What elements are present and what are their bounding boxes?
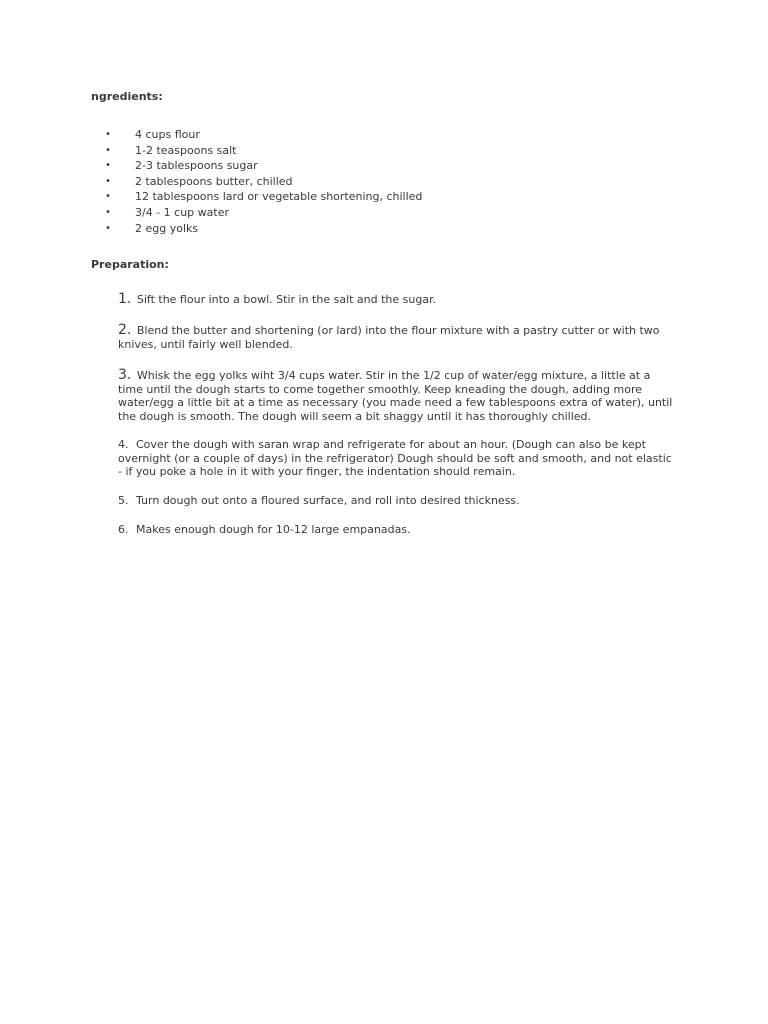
preparation-heading: Preparation:: [91, 258, 169, 271]
step-item: [118, 523, 678, 537]
ingredient-text: 2 egg yolks: [135, 221, 199, 235]
step-number: 2.: [118, 322, 132, 338]
step-item: [118, 324, 678, 351]
ingredient-text: 12 tablespoons lard or vegetable shortening, chilled: [135, 190, 423, 204]
step-item: [118, 438, 678, 479]
step-number: 1.: [118, 291, 132, 307]
bullet-icon: •: [105, 206, 111, 218]
step-item: [118, 293, 678, 307]
ingredient-text: 2 tablespoons butter, chilled: [135, 174, 293, 188]
ingredients-heading: ngredients:: [91, 90, 163, 103]
step-text: Cover the dough with saran wrap and refrigerate for about an hour. (Dough can also be kept overnight (or a couple of days) in the refrigerator) Dough should be soft and smooth, and not elastic - if you poke a hole in it with your finger, the indentation should remain.: [118, 438, 672, 478]
ingredient-text: 1-2 teaspoons salt: [135, 143, 237, 157]
ingredient-text: 2-3 tablespoons sugar: [135, 159, 258, 173]
bullet-icon: •: [105, 175, 111, 187]
step-number: 3.: [118, 367, 132, 383]
step-item: [118, 494, 678, 508]
step-text: Sift the flour into a bowl. Stir in the salt and the sugar.: [136, 293, 437, 306]
bullet-icon: •: [105, 222, 111, 234]
step-text: Makes enough dough for 10-12 large empanadas.: [136, 523, 411, 536]
step-number: 4.: [118, 438, 129, 451]
step-text: Whisk the egg yolks wiht 3/4 cups water. Stir in the 1/2 cup of water/egg mixture, a little at a time until the dough starts to come together smoothly. Keep kneading the dough, adding more water/egg a little bit at a time as necessary (you made need a few tablespoons extra of water), until the dough is smooth. The dough will seem a bit shaggy until it has thoroughly chilled.: [118, 369, 673, 423]
step-number: 6.: [118, 523, 129, 536]
ingredient-text: 4 cups flour: [135, 128, 200, 141]
ingredient-text: 3/4 - 1 cup water: [135, 205, 229, 219]
step-item: [118, 369, 678, 423]
step-text: Blend the butter and shortening (or lard) into the flour mixture with a pastry cutter or with two knives, until fairly well blended.: [118, 324, 660, 351]
bullet-icon: •: [105, 191, 111, 203]
step-number: 5.: [118, 494, 129, 507]
step-text: Turn dough out onto a floured surface, and roll into desired thickness.: [136, 494, 520, 507]
bullet-icon: •: [105, 129, 111, 140]
bullet-icon: •: [105, 160, 111, 172]
bullet-icon: •: [105, 144, 111, 156]
